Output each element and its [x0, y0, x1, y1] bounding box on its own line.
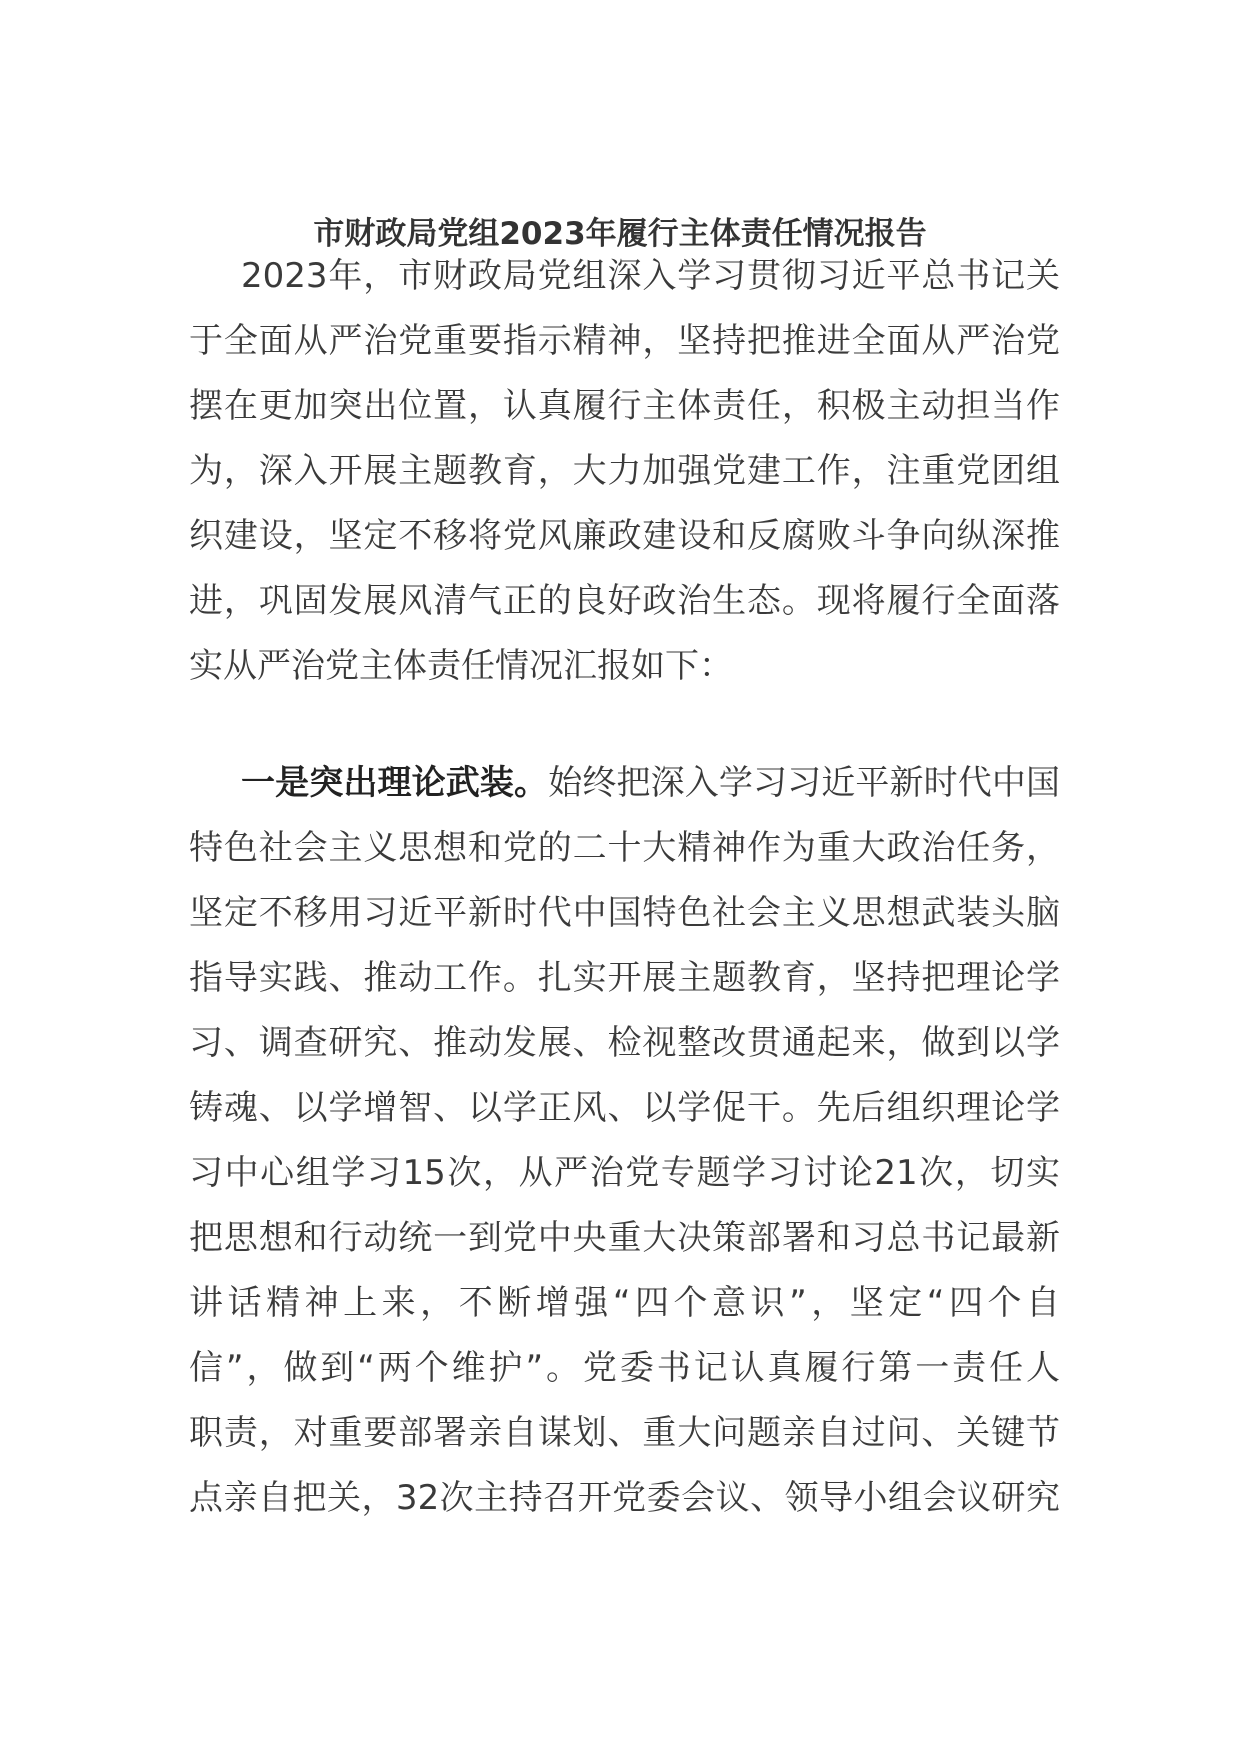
text-line: 指导实践、推动工作。扎实开展主题教育，坚持把理论学 [189, 958, 1060, 998]
text-line: 实从严治党主体责任情况汇报如下： [189, 646, 733, 686]
text-line: 讲话精神上来，不断增强“四个意识”，坚定“四个自 [189, 1283, 1060, 1323]
text-line: 织建设，坚定不移将党风廉政建设和反腐败斗争向纵深推 [189, 516, 1060, 556]
text-line: 习中心组学习15次，从严治党专题学习讨论21次，切实 [189, 1153, 1060, 1193]
text-line: 职责，对重要部署亲自谋划、重大问题亲自过问、关键节 [189, 1413, 1060, 1453]
document-title: 市财政局党组2023年履行主体责任情况报告 [313, 216, 927, 252]
text-line-rest: 始终把深入学习习近平新时代中国 [548, 763, 1061, 803]
text-line: 信”，做到“两个维护”。党委书记认真履行第一责任人 [189, 1348, 1060, 1388]
text-line: 摆在更加突出位置，认真履行主体责任，积极主动担当作 [189, 386, 1060, 426]
text-line: 进，巩固发展风清气正的良好政治生态。现将履行全面落 [189, 581, 1060, 621]
text-line: 点亲自把关，32次主持召开党委会议、领导小组会议研究 [189, 1478, 1060, 1518]
text-line: 特色社会主义思想和党的二十大精神作为重大政治任务， [189, 828, 1060, 868]
text-line: 于全面从严治党重要指示精神，坚持把推进全面从严治党 [189, 321, 1060, 361]
text-line: 2023年，市财政局党组深入学习贯彻习近平总书记关 [241, 256, 1060, 296]
text-line [189, 751, 1060, 816]
paragraph-intro [189, 244, 1060, 699]
paragraph-lead: 一是突出理论武装。 [241, 763, 549, 803]
text-line: 把思想和行动统一到党中央重大决策部署和习总书记最新 [189, 1218, 1060, 1258]
text-line: 为，深入开展主题教育，大力加强党建工作，注重党团组 [189, 451, 1060, 491]
text-line: 坚定不移用习近平新时代中国特色社会主义思想武装头脑 [189, 893, 1060, 933]
text-line: 铸魂、以学增智、以学正风、以学促干。先后组织理论学 [189, 1088, 1060, 1128]
paragraph-theory [189, 751, 1060, 1531]
text-line: 习、调查研究、推动发展、检视整改贯通起来，做到以学 [189, 1023, 1060, 1063]
